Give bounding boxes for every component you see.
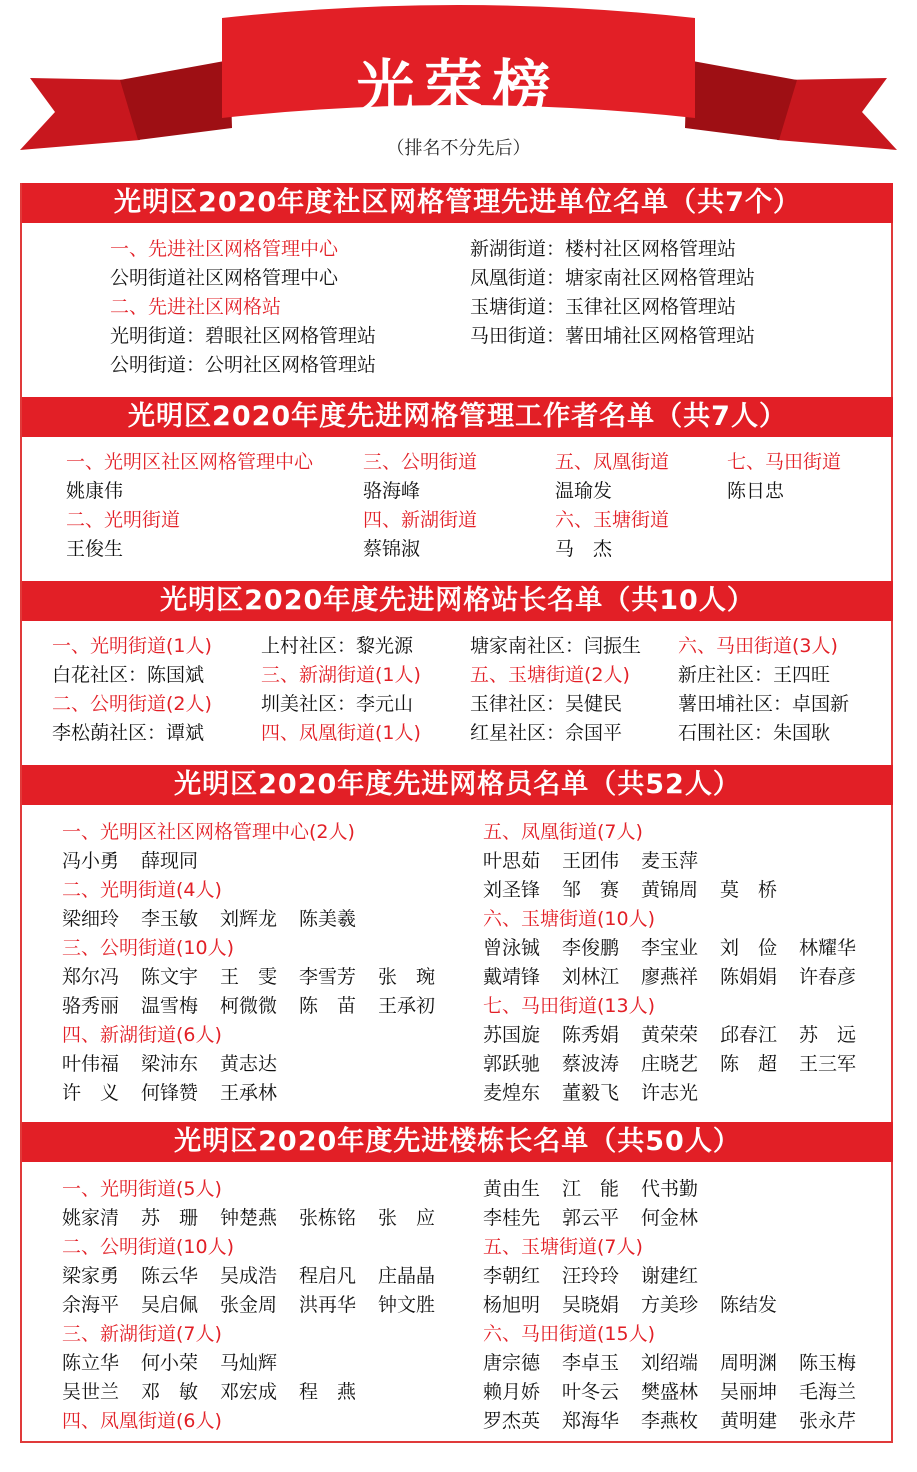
person-name: 骆秀丽 [62,995,120,1017]
person-name: 余海平 [62,1294,120,1316]
person-name: 张 琬 [378,966,436,988]
section-advanced-managers [22,397,893,577]
person-name: 邓 敏 [141,1381,199,1403]
person-name: 钟楚燕 [220,1207,278,1229]
section-header: 光明区2020年度先进网格站长名单（共10人） [22,581,893,621]
name-row [483,1349,878,1378]
person-name: 洪再华 [299,1294,357,1316]
person-name: 张永芹 [799,1410,857,1432]
person-name: 戴靖锋 [483,966,541,988]
person-name: 何锋赞 [141,1082,199,1104]
column [470,632,641,748]
category-heading: 六、玉塘街道 [555,509,670,531]
person-name: 李桂先 [483,1207,541,1229]
person-name: 王三军 [799,1053,857,1075]
list-item: 蔡锦淑 [363,538,421,560]
person-name: 王 雯 [220,966,278,988]
person-name: 李玉敏 [141,908,199,930]
person-name: 邱春江 [720,1024,778,1046]
name-row [483,1204,878,1233]
person-name: 林耀华 [799,937,857,959]
column [62,1175,457,1436]
name-row [483,1021,878,1050]
person-name: 梁沛东 [141,1053,199,1075]
person-name: 刘 俭 [720,937,778,959]
list-item: 塘家南社区：闫振生 [470,635,642,657]
section-header: 光明区2020年度先进网格管理工作者名单（共7人） [22,397,893,437]
banner-title: 光荣榜 [356,53,561,121]
person-name: 方美珍 [641,1294,699,1316]
list-item: 温瑜发 [555,480,613,502]
name-row [62,847,457,876]
column [678,632,849,748]
name-row [483,1407,878,1436]
person-name: 陈玉梅 [799,1352,857,1374]
category-heading: 五、凤凰街道(7人) [483,821,643,843]
person-name: 王承初 [378,995,436,1017]
category-heading: 三、公明街道 [363,451,478,473]
person-name: 张 应 [378,1207,436,1229]
name-row [62,905,457,934]
name-row [62,963,457,992]
banner-subtitle: （排名不分先后） [386,138,531,159]
category-heading: 一、光明区社区网格管理中心 [66,451,314,473]
person-name: 唐宗德 [483,1352,541,1374]
name-row [483,847,878,876]
person-name: 莫 桥 [720,879,778,901]
person-name: 麦煌东 [483,1082,541,1104]
person-name: 马灿辉 [220,1352,278,1374]
name-row [483,1378,878,1407]
category-heading: 二、公明街道(10人) [62,1236,235,1258]
category-heading: 五、凤凰街道 [555,451,670,473]
person-name: 蔡波涛 [562,1053,620,1075]
name-row [62,992,457,1021]
list-item: 白花社区：陈国斌 [52,664,205,686]
list-item: 石围社区：朱国耿 [678,722,831,744]
person-name: 程 燕 [299,1381,357,1403]
section-building-heads [22,1122,893,1442]
person-name: 叶伟福 [62,1053,120,1075]
name-row [483,1079,878,1108]
person-name: 邓宏成 [220,1381,278,1403]
list-item: 上村社区：黎光源 [261,635,414,657]
category-heading: 七、马田街道(13人) [483,995,656,1017]
person-name: 黄锦周 [641,879,699,901]
list-item: 马田街道：薯田埔社区网格管理站 [470,325,756,347]
category-heading: 二、公明街道(2人) [52,693,212,715]
person-name: 刘林江 [562,966,620,988]
list-item: 马 杰 [555,538,613,560]
category-heading: 三、公明街道(10人) [62,937,235,959]
person-name: 曾泳铖 [483,937,541,959]
person-name: 吴丽坤 [720,1381,778,1403]
person-name: 黄由生 [483,1178,541,1200]
column [483,1175,878,1436]
person-name: 庄晓艺 [641,1053,699,1075]
person-name: 李燕枚 [641,1410,699,1432]
person-name: 王承林 [220,1082,278,1104]
category-heading: 二、先进社区网格站 [110,296,282,318]
person-name: 温雪梅 [141,995,199,1017]
category-heading: 一、光明街道(5人) [62,1178,222,1200]
person-name: 郭跃驰 [483,1053,541,1075]
person-name: 许志光 [641,1082,699,1104]
list-item: 公明街道：公明社区网格管理站 [110,354,377,376]
person-name: 麦玉萍 [641,850,699,872]
section-header: 光明区2020年度先进楼栋长名单（共50人） [22,1122,893,1162]
name-row [483,1262,878,1291]
section-header: 光明区2020年度社区网格管理先进单位名单（共7个） [22,183,893,223]
person-name: 汪玲玲 [562,1265,620,1287]
category-heading: 二、光明街道 [66,509,181,531]
name-row [483,963,878,992]
person-name: 梁家勇 [62,1265,120,1287]
person-name: 郑尔冯 [62,966,120,988]
person-name: 许春彦 [799,966,857,988]
category-heading: 四、新湖街道(6人) [62,1024,222,1046]
list-item: 玉塘街道：玉律社区网格管理站 [470,296,737,318]
column [261,632,421,748]
list-item: 玉律社区：吴健民 [470,693,623,715]
list-item: 薯田埔社区：卓国新 [678,693,850,715]
person-name: 刘圣锋 [483,879,541,901]
column [110,235,376,380]
list-item: 姚康伟 [66,480,124,502]
section-station-chiefs [22,581,893,761]
category-heading: 四、凤凰街道(6人) [62,1410,222,1432]
person-name: 陈 苗 [299,995,357,1017]
list-item: 光明街道：碧眼社区网格管理站 [110,325,377,347]
person-name: 陈娟娟 [720,966,778,988]
person-name: 杨旭明 [483,1294,541,1316]
category-heading: 二、光明街道(4人) [62,879,222,901]
list-item: 新庄社区：王四旺 [678,664,831,686]
person-name: 许 义 [62,1082,120,1104]
person-name: 程启凡 [299,1265,357,1287]
person-name: 吴世兰 [62,1381,120,1403]
category-heading: 七、马田街道 [727,451,842,473]
person-name: 陈文宇 [141,966,199,988]
list-item: 新湖街道：楼村社区网格管理站 [470,238,737,260]
person-name: 苏 远 [799,1024,857,1046]
person-name: 钟文胜 [378,1294,436,1316]
person-name: 周明渊 [720,1352,778,1374]
list-item: 骆海峰 [363,480,421,502]
person-name: 薛现同 [141,850,199,872]
person-name: 罗杰英 [483,1410,541,1432]
section-grid-members [22,765,893,1115]
person-name: 陈结发 [720,1294,778,1316]
person-name: 柯微微 [220,995,278,1017]
person-name: 廖燕祥 [641,966,699,988]
person-name: 郭云平 [562,1207,620,1229]
person-name: 邹 赛 [562,879,620,901]
person-name: 张栋铭 [299,1207,357,1229]
person-name: 黄志达 [220,1053,278,1075]
name-row [62,1378,457,1407]
person-name: 陈美羲 [299,908,357,930]
person-name: 江 能 [562,1178,620,1200]
person-name: 何小荣 [141,1352,199,1374]
category-heading: 三、新湖街道(1人) [261,664,421,686]
person-name: 吴晓娟 [562,1294,620,1316]
person-name: 梁细玲 [62,908,120,930]
category-heading: 一、光明街道(1人) [52,635,212,657]
name-row [483,1175,878,1204]
category-heading: 六、玉塘街道(10人) [483,908,656,930]
person-name: 陈云华 [141,1265,199,1287]
person-name: 黄明建 [720,1410,778,1432]
column [470,235,755,351]
list-item: 王俊生 [66,538,124,560]
column [52,632,212,748]
category-heading: 六、马田街道(3人) [678,635,838,657]
person-name: 李卓玉 [562,1352,620,1374]
name-row [62,1291,457,1320]
column [483,818,878,1108]
category-heading: 五、玉塘街道(7人) [483,1236,643,1258]
person-name: 陈 超 [720,1053,778,1075]
person-name: 黄荣荣 [641,1024,699,1046]
category-heading: 三、新湖街道(7人) [62,1323,222,1345]
person-name: 陈秀娟 [562,1024,620,1046]
category-heading: 四、凤凰街道(1人) [261,722,421,744]
name-row [483,934,878,963]
person-name: 姚家清 [62,1207,120,1229]
column [363,448,477,564]
column [62,818,457,1108]
person-name: 陈立华 [62,1352,120,1374]
list-item: 凤凰街道：塘家南社区网格管理站 [470,267,756,289]
person-name: 何金林 [641,1207,699,1229]
list-item: 陈日忠 [727,480,785,502]
list-item: 圳美社区：李元山 [261,693,414,715]
name-row [483,1291,878,1320]
person-name: 王团伟 [562,850,620,872]
column [66,448,313,564]
person-name: 苏 珊 [141,1207,199,1229]
person-name: 代书勤 [641,1178,699,1200]
person-name: 刘绍端 [641,1352,699,1374]
column [555,448,669,564]
column [727,448,841,506]
name-row [62,1204,457,1233]
category-heading: 一、光明区社区网格管理中心(2人) [62,821,355,843]
name-row [62,1050,457,1079]
name-row [483,876,878,905]
person-name: 董毅飞 [562,1082,620,1104]
list-item: 红星社区：佘国平 [470,722,623,744]
person-name: 庄晶晶 [378,1265,436,1287]
person-name: 樊盛林 [641,1381,699,1403]
person-name: 吴启佩 [141,1294,199,1316]
person-name: 李俊鹏 [562,937,620,959]
person-name: 赖月娇 [483,1381,541,1403]
person-name: 冯小勇 [62,850,120,872]
person-name: 吴成浩 [220,1265,278,1287]
person-name: 谢建红 [641,1265,699,1287]
person-name: 苏国旋 [483,1024,541,1046]
person-name: 李雪芳 [299,966,357,988]
category-heading: 四、新湖街道 [363,509,478,531]
category-heading: 五、玉塘街道(2人) [470,664,630,686]
list-item: 公明街道社区网格管理中心 [110,267,339,289]
person-name: 叶思茹 [483,850,541,872]
section-advanced-units [22,183,893,403]
person-name: 叶冬云 [562,1381,620,1403]
person-name: 毛海兰 [799,1381,857,1403]
category-heading: 六、马田街道(15人) [483,1323,656,1345]
name-row [62,1079,457,1108]
list-item: 李松蓢社区：谭斌 [52,722,205,744]
category-heading: 一、先进社区网格管理中心 [110,238,339,260]
person-name: 张金周 [220,1294,278,1316]
section-header: 光明区2020年度先进网格员名单（共52人） [22,765,893,805]
name-row [483,1050,878,1079]
person-name: 刘辉龙 [220,908,278,930]
person-name: 李朝红 [483,1265,541,1287]
name-row [62,1262,457,1291]
name-row [62,1349,457,1378]
person-name: 郑海华 [562,1410,620,1432]
person-name: 李宝业 [641,937,699,959]
